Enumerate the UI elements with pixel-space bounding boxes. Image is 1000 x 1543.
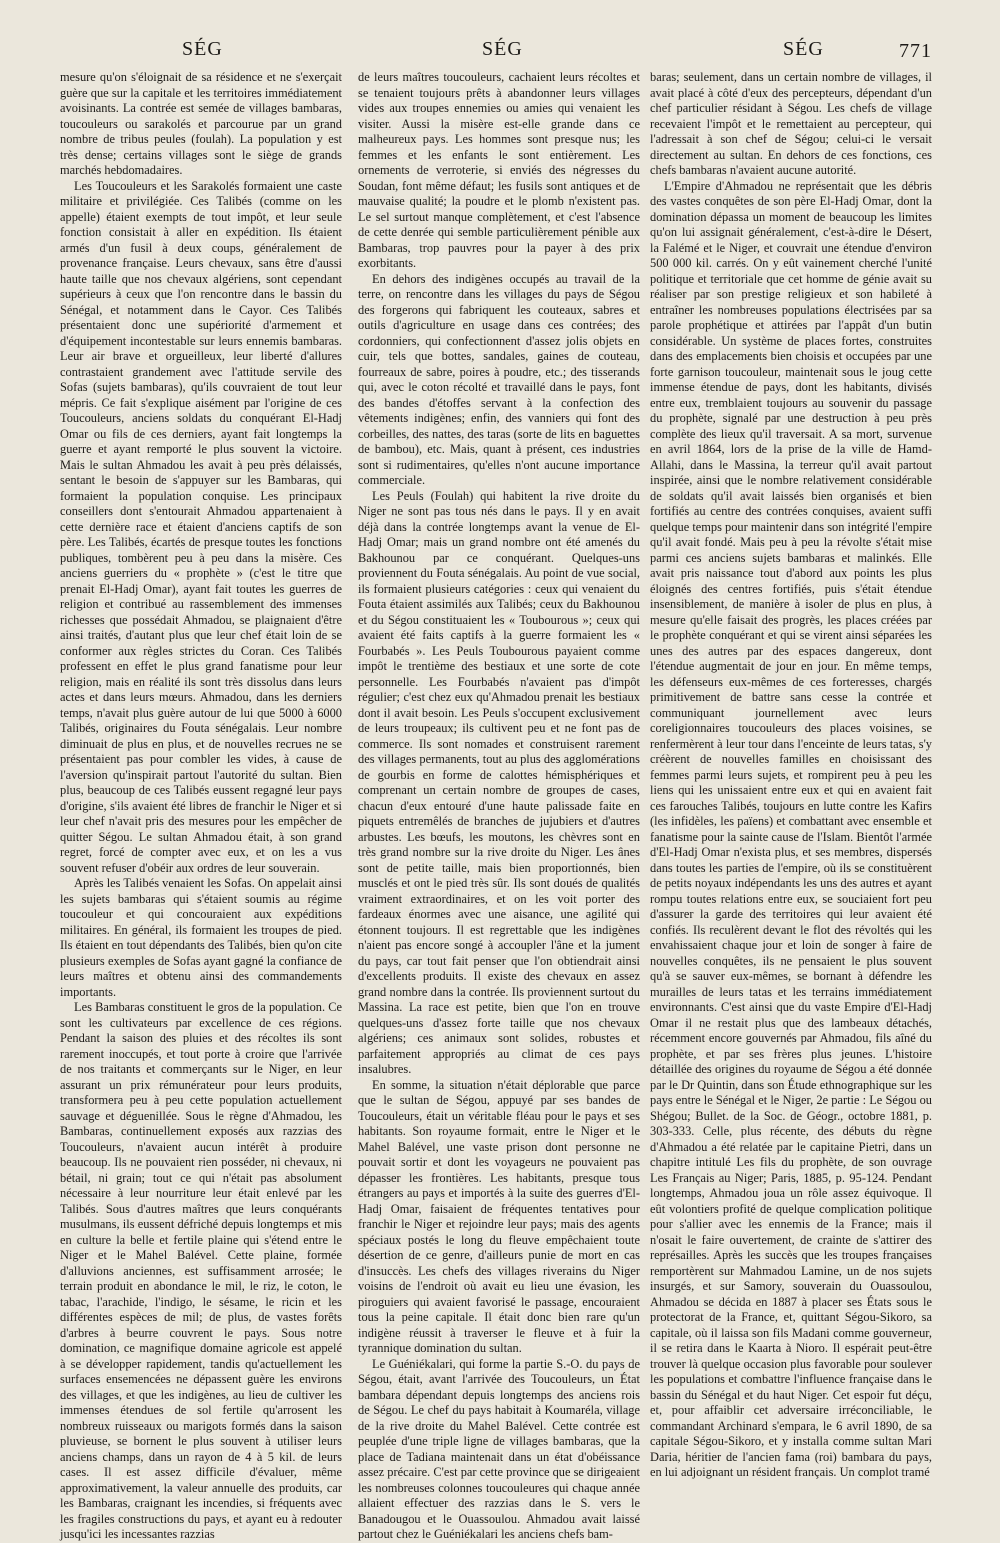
paragraph: En dehors des indigènes occupés au travail de la terre, on rencontre dans les villages du pays de Ségou des forgerons qui fabriquent les couteaux, sabres et outils d'agriculture en usage dans ces contrées; des cordonniers, qui confectionnent d'assez jolis objets en cuir, tels que bottes, sandales, gaines de couteau, fourreaux de sabre, poires à poudre, etc.; des tisserands qui, avec le coton récolté et travaillé dans le pays, font des bandes d'étoffes servant à la confection des vêtements indigènes; enfin, des vanniers qui font des corbeilles, des nattes, des taras (sorte de lits en baguettes de bambou), etc. Mais, quant à présent, ces industries sont si rudimentaires, qu'elles n'ont aucune importance commerciale. xyxy=(358,271,640,487)
running-header xyxy=(0,38,1000,68)
text-column-3 xyxy=(650,70,932,1479)
paragraph: baras; seulement, dans un certain nombre de villages, il avait placé à côté d'eux des percepteurs, dépendant d'un chef particulier résidant à Ségou. Les chefs de village recevaient l'impôt et le remettaient au percepteur, qui l'adressait à son chef de Ségou; celui-ci le versait directement au sultan. En dehors de ces fonctions, ces chefs bambaras n'avaient aucune autorité. xyxy=(650,70,932,177)
paragraph: Après les Talibés venaient les Sofas. On appelait ainsi les sujets bambaras qui s'étaient soumis au régime toucouleur et qui concouraient aux expéditions militaires. En général, ils formaient les troupes de pied. Ils étaient en tout dépendants des Talibés, bien qu'on cite plusieurs exemples de Sofas ayant gagné la confiance de leurs maîtres et obtenu ainsi des commandements importants. xyxy=(60,876,342,999)
paragraph: de leurs maîtres toucouleurs, cachaient leurs récoltes et se tenaient toujours prêts à abandonner leurs villages vides aux troupes ennemies ou amies qui venaient les visiter. Aussi la misère est-elle grande dans ce malheureux pays. Les hommes sont presque nus; les femmes et les enfants le sont entièrement. Les ornements de verroterie, si enviés des négresses du Soudan, font même défaut; les fusils sont antiques et de mauvaise qualité; la poudre et le plomb n'existent pas. Le sel surtout manque complètement, et c'est l'absence de cette denrée qui semble particulièrement pénible aux Bambaras, trop pauvres pour la payer à des prix exorbitants. xyxy=(358,70,640,270)
paragraph: L'Empire d'Ahmadou ne représentait que les débris des vastes conquêtes de son père El-Hadj Omar, dont la domination dépassa un moment de beaucoup les limites qu'on lui assignait généralement, c'est-à-dire le Désert, la Falémé et le Niger, et couvrait une étendue d'environ 500 000 kil. carrés. On y eût vainement cherché l'unité politique et territoriale que cet homme de génie avait su réaliser par son prestige religieux et son habileté à entraîner les nombreuses populations électrisées par sa parole prophétique et attirées par l'appât d'un butin considérable. Un système de places fortes, construites dans des emplacements bien choisis et occupées par une forte garnison toucouleur, maintenait sous le joug cette immense étendue de pays, dont les habitants, divisés entre eux, tremblaient toujours au souvenir du passage du prophète, signalé par une destruction à peu près complète des lieux qu'il traversait. A sa mort, survenue en avril 1864, lors de la prise de la ville de Hamd-Allahi, dans le Massina, la terreur qu'il avait partout inspirée, ainsi que le nombre relativement considérable de soldats qu'il avait laissés bien organisés et bien fortifiés au centre des contrées conquises, avaient suffi quelque temps pour maintenir dans son intégrité l'empire qu'il avait fondé. Mais peu à peu la révolte s'était mise parmi ces anciens sujets bambaras et malinkés. Elle avait pris naissance tout d'abord aux points les plus éloignés des centres fortifiés, puis s'était étendue insensiblement, de manière à isoler de plus en plus, à mesure qu'elle faisait des progrès, les places créées par le prophète conquérant et qui se virent ainsi séparées les unes des autres par des espaces dangereux, dont l'étendue augmentait de jour en jour. En même temps, les défenseurs eux-mêmes de ces forteresses, chargés primitivement de battre sans cesse la contrée et communiquant journellement avec leurs coreligionnaires toucouleurs des places voisines, se renfermèrent à leur tour dans l'enceinte de leurs tatas, s'y créèrent de nouvelles familles en choisissant des femmes parmi leurs sujets, et rompirent peu à peu les liens qui les unissaient entre eux et qui en avaient fait ces farouches Talibés, toujours en lutte contre les Kafirs (les infidèles, les païens) et combattant avec ensemble et fanatisme pour la sainte cause de l'Islam. Bientôt l'armée d'El-Hadj Omar n'exista plus, et ses membres, dispersés dans toutes les parties de l'empire, où ils se constituèrent de petits noyaux indépendants les uns des autres et ayant rompu toutes relations entre eux, se souciaient fort peu d'assurer la garde des territoires qui leur avaient été confiés. Ils reculèrent devant le flot des révoltés qui les envahissaient chaque jour et loin de songer à faire de nouvelles conquêtes, ils ne pensaient le plus souvent qu'à se sauver eux-mêmes, se bornant à défendre les murailles de leurs tatas et les terrains immédiatement environnants. C'est ainsi que du vaste Empire d'El-Hadj Omar il ne restait plus que des lambeaux détachés, récemment encore gouvernés par Ahmadou, fils aîné du prophète, et par ses frères plus jeunes. L'histoire détaillée des origines du royaume de Ségou a été donnée par le Dr Quintin, dans son Étude ethnographique sur les pays entre le Sénégal et le Niger, 2e partie : Le Ségou ou Shégou; Bullet. de la Soc. de Géogr., octobre 1881, p. 303-333. Celle, plus récente, des débuts du règne d'Ahmadou a été relatée par le capitaine Pietri, dans un chapitre intitulé Les fils du prophète, de son ouvrage Les Français au Niger; Paris, 1885, p. 95-124. Pendant longtemps, Ahmadou joua un rôle assez équivoque. Il eût volontiers profité de quelque complication politique pour s'allier avec les ennemis de la France; mais il n'osait le faire ouvertement, de crainte de s'attirer des représailles. Après les succès que les troupes françaises remportèrent sur Mahmadou Lamine, un de nos sujets insurgés, et sur Samory, souverain du Ouassoulou, Ahmadou se décida en 1887 à placer ses États sous le protectorat de la France, et, quittant Ségou-Sikoro, sa capitale, où il laissa son fils Madani comme gouverneur, il se retira dans le Kaarta à Nioro. Il espérait peut-être trouver là quelque occasion plus favorable pour soulever les populations et combattre l'influence française dans le bassin du Sénégal et du haut Niger. Cet espoir fut déçu, et, pour affaiblir cet adversaire irréconciliable, le commandant Archinard s'empara, le 6 avril 1890, de sa capitale Ségou-Sikoro, et y installa comme sultan Mari Daria, héritier de l'ancien fama (roi) bambara du pays, en lui adjoignant un résident français. Un complot tramé xyxy=(650,178,932,1479)
header-right: SÉG xyxy=(783,38,824,60)
text-column-1 xyxy=(60,70,342,1541)
paragraph: Les Bambaras constituent le gros de la population. Ce sont les cultivateurs par excellence de ces régions. Pendant la saison des pluies et des récoltes ils sont rarement inoccupés, et tout porte à croire que l'arrivée de nos traitants et commerçants sur le Niger, en leur assurant un prix rémunérateur pour leurs produits, transformera peu à peu cette population actuellement sauvage et déguenillée. Sous le règne d'Ahmadou, les Bambaras, continuellement exposés aux razzias des Toucouleurs, n'avaient aucun intérêt à produire beaucoup. Ils ne pouvaient rien posséder, ni chevaux, ni bétail, ni grain; tout ce qui n'était pas absolument nécessaire à leur nourriture leur était enlevé par les Talibés. Sous d'autres maîtres que leurs conquérants musulmans, ils eussent défriché depuis longtemps et mis en culture la belle et fertile plaine qui s'étend entre le Niger et le Mahel Balével. Cette plaine, formée d'alluvions anciennes, est suffisamment arrosée; le terrain produit en abondance le mil, le riz, le coton, le tabac, l'arachide, l'indigo, le sésame, le ricin et les différentes espèces de mil; de plus, de vastes forêts d'arbres à beurre couvrent le pays. Sous notre domination, ce magnifique domaine agricole est appelé à se développer rapidement, tandis qu'actuellement les surfaces ensemencées ne dépassent guère les environs des villages, et que les indigènes, au lieu de cultiver les immenses étendues de sol fertile qu'arrosent les nombreux ruisseaux ou marigots formés dans la saison pluvieuse, se bornent le plus souvent à utiliser leurs anciens champs, dans un rayon de 4 à 5 kil. de leurs cases. Il est assez difficile d'évaluer, même approximativement, la valeur annuelle des produits, car les Bambaras, craignant les incendies, si fréquents avec les fragiles constructions du pays, et ayant eu à redouter jusqu'ici les incessantes razzias xyxy=(60,1000,342,1541)
paragraph: mesure qu'on s'éloignait de sa résidence et ne s'exerçait guère que sur la capitale et les territoires immédiatement avoisinants. La contrée est semée de villages bambaras, toucouleurs ou sarakolés et parcourue par un grand nombre de tribus peules (foulah). La population y est très dense; certains villages sont le siège de grands marchés hebdomadaires. xyxy=(60,70,342,177)
paragraph: En somme, la situation n'était déplorable que parce que le sultan de Ségou, appuyé par ses bandes de Toucouleurs, était un véritable fléau pour le pays et ses habitants. Son royaume formait, entre le Niger et le Mahel Balével, une vaste prison dont personne ne pouvait sortir et dont les voyageurs ne pouvaient pas dépasser les frontières. Les habitants, presque tous étrangers au pays et importés à la suite des guerres d'El-Hadj Omar, faisaient de fréquentes tentatives pour franchir le Niger et rejoindre leur pays; mais des agents spéciaux postés le long du fleuve empêchaient toute désertion de ce genre, d'ailleurs punie de mort en cas d'insuccès. Les chefs des villages riverains du Niger voisins de l'endroit où avait eu lieu une évasion, les piroguiers qui avaient favorisé le passage, encouraient tous la peine capitale. Il était donc bien rare qu'un indigène réussit à traverser le fleuve et à fuir la tyrannique domination du sultan. xyxy=(358,1077,640,1355)
paragraph: Les Peuls (Foulah) qui habitent la rive droite du Niger ne sont pas tous nés dans le pays. Il y en avait déjà dans la contrée longtemps avant la venue de El-Hadj Omar; mais un grand nombre ont été amenés du Bakhounou par ce conquérant. Quelques-uns proviennent du Fouta sénégalais. Au point de vue social, ils formaient plusieurs catégories : ceux qui venaient du Fouta étaient assimilés aux Talibés; ceux du Bakhounou et du Ségou constituaient les « Toubourous »; ceux qui avaient été faits captifs à la guerre formaient les « Fourbabés ». Les Peuls Toubourous payaient comme impôt le trentième des bestiaux et une sorte de cote personnelle. Les Fourbabés n'avaient pas d'impôt régulier; c'est chez eux qu'Ahmadou prenait les bestiaux dont il avait besoin. Les Peuls s'occupent exclusivement de leurs troupeaux; ils cultivent peu et ne font pas de commerce. Ils sont nomades et construisent rarement des villages permanents, tout au plus des agglomérations de gourbis en forme de calottes hémisphériques et comprenant un certain nombre de groupes de cases, chacun d'eux entouré d'une haute palissade faite en piquets entremêlés de branches de jujubiers et d'autres arbustes. Les bœufs, les moutons, les chèvres sont en très grand nombre sur la rive droite du Niger. Les ânes sont de petite taille, mais bien proportionnés, bien musclés et ont le pied très sûr. Ils sont doués de qualités vraiment extraordinaires, et on les voit porter des fardeaux énormes avec une aisance, une agilité qui étonnent toujours. Il est regrettable que les indigènes n'aient pas encore songé à accoupler l'âne et la jument du pays, car tout fait penser que l'on obtiendrait ainsi d'excellents produits. Il existe des chevaux en assez grand nombre dans la contrée. Ils proviennent surtout du Massina. La race est petite, bien que l'on en trouve quelques-uns d'assez forte taille que nos chevaux algériens; ces animaux sont solides, robustes et parfaitement appropriés au climat de ces pays insalubres. xyxy=(358,488,640,1076)
header-center: SÉG xyxy=(482,38,523,60)
text-column-2 xyxy=(358,70,640,1541)
header-left: SÉG xyxy=(182,38,223,60)
page-number: 771 xyxy=(899,40,932,62)
paragraph: Le Guéniékalari, qui forme la partie S.-O. du pays de Ségou, était, avant l'arrivée des Toucouleurs, un État bambara dépendant depuis longtemps des anciens rois de Ségou. Le chef du pays habitait à Koumaréla, village de la rive droite du Mahel Balével. Cette contrée est peuplée d'une triple ligne de villages bambaras, que la place de Tadiana maintenait dans un état d'obéissance assez précaire. C'est par cette province que se dirigeaient les nombreuses colonnes toucouleures qui chaque année allaient effectuer des razzias dans le S. vers le Banadougou et le Ouassoulou. Ahmadou avait laissé partout chez le Guéniékalari les anciens chefs bam- xyxy=(358,1356,640,1541)
paragraph: Les Toucouleurs et les Sarakolés formaient une caste militaire et privilégiée. Ces Talibés (comme on les appelle) étaient exempts de tout impôt, et leur seule fonction consistait à aller en expédition. Ils étaient armés d'un fusil à deux coups, généralement de provenance française. Leurs chevaux, sans être d'aussi haute taille que nos chevaux algériens, sont cependant supérieurs à ceux que l'on rencontre dans le bassin du Sénégal, et notamment dans le Cayor. Ces Talibés présentaient donc une supériorité d'armement et d'équipement incontestable sur leurs ennemis bambaras. Leur air brave et orgueilleux, leur liberté d'allures contrastaient grandement avec l'attitude servile des Sofas (sujets bambaras), qu'ils couvraient de tout leur mépris. Ce fait s'explique aisément par l'origine de ces Toucouleurs, anciens soldats du conquérant El-Hadj Omar ou fils de ces derniers, ayant fait longtemps la guerre et ayant remporté le plus souvent la victoire. Mais le sultan Ahmadou les avait à peu près délaissés, sentant le besoin de s'appuyer sur les Bambaras, qui formaient la population conquise. Les principaux conseillers dont s'entourait Ahmadou appartenaient à cette dernière race et étaient d'anciens captifs de son père. Les Talibés, écartés de presque toutes les fonctions publiques, tombèrent peu à peu dans la misère. Ces anciens guerriers du « prophète » (c'est le titre que prenait El-Hadj Omar), ayant fait toutes les guerres de religion et contribué au rassemblement des immenses richesses que possédait Ahmadou, se plaignaient d'être ainsi traités, d'autant plus que leur chef était loin de se conformer aux règles strictes du Coran. Ces Talibés professent en effet le plus grand fanatisme pour leur religion, mais en réalité ils sont très dissolus dans leurs actes et dans leurs mœurs. Ahmadou, dans les derniers temps, n'avait plus guère autour de lui que 5000 à 6000 Talibés, originaires du Fouta sénégalais. Leur nombre diminuait de plus en plus, et de nouvelles recrues ne se présentaient pas pour combler les vides, à cause de l'aversion qu'inspirait partout l'autorité du sultan. Bien plus, beaucoup de ces Talibés eussent regagné leur pays d'origine, s'ils avaient été libres de franchir le Niger et si leur chef n'avait pris des mesures pour les empêcher de quitter Ségou. Le sultan Ahmadou était, à son grand regret, forcé de compter avec eux, et on les a vus souvent refuser d'obéir aux ordres de leur souverain. xyxy=(60,178,342,875)
